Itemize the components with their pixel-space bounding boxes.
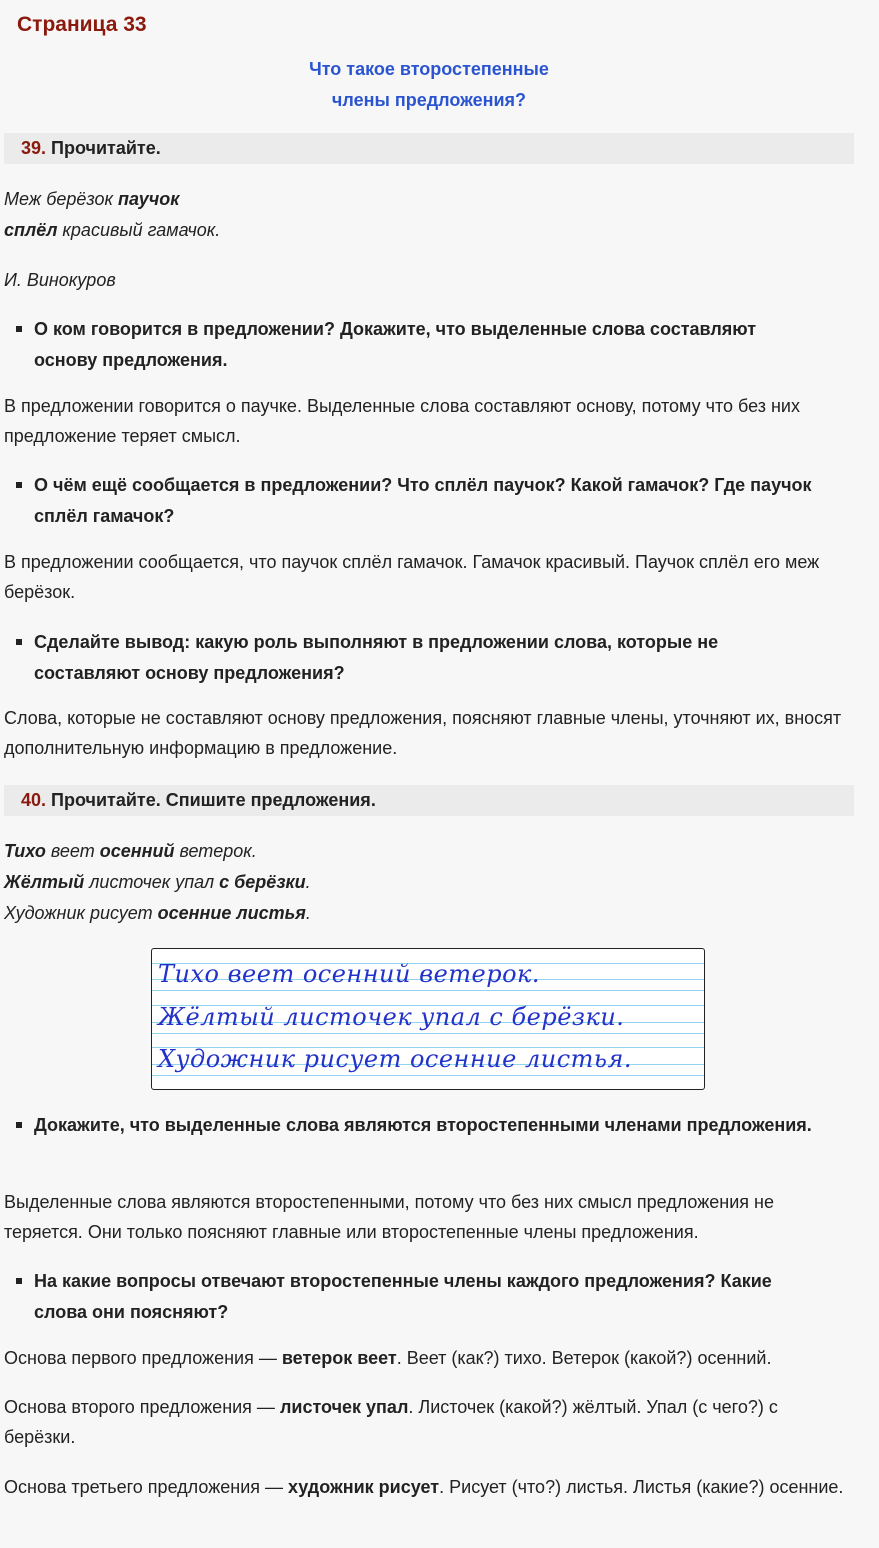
answer-highlight: художник рисует <box>288 1477 440 1497</box>
question-text: Докажите, что выделенные слова являются второстепенными членами предложения. <box>34 1115 812 1135</box>
question <box>34 314 824 376</box>
answer <box>4 1472 854 1502</box>
poem-text: Меж берёзок <box>4 189 119 209</box>
topic-line-1: Что такое второстепенные <box>309 59 549 79</box>
answer <box>4 1343 854 1373</box>
answer-text: . Рисует (что?) листья. Листья (какие?) осенние. <box>439 1477 844 1497</box>
exercise-task: Прочитайте. Спишите предложения. <box>46 790 376 810</box>
bullet-icon <box>16 1278 22 1284</box>
answer-highlight: листочек упал <box>279 1397 409 1417</box>
answer-highlight: ветерок веет <box>281 1348 397 1368</box>
answer-text: Основа третьего предложения — <box>4 1477 288 1497</box>
sentence-text: ветерок. <box>174 841 257 861</box>
sentence-highlight: с берёзки <box>219 872 306 892</box>
poem-highlight: паучок <box>118 189 180 209</box>
sentence-1 <box>4 836 311 867</box>
bullet-icon <box>16 326 22 332</box>
sentence-highlight: Жёлтый <box>4 872 85 892</box>
answer-text: Основа второго предложения — <box>4 1397 280 1417</box>
handwriting-line-1: Тихо веет осенний ветерок. <box>158 960 540 988</box>
sentence-3 <box>4 898 311 929</box>
poem-line-1 <box>4 184 220 215</box>
sentence-highlight: Тихо <box>4 841 46 861</box>
handwriting-line-3: Художник рисует осенние листья. <box>158 1045 632 1073</box>
answer: Выделенные слова являются второстепенными, потому что без них смысл предложения не теряется. Они только поясняют главные или второстепенные члены предложения. <box>4 1192 774 1242</box>
question <box>34 1110 824 1141</box>
answer-text: . Листочек (какой?) жёлтый. Упал (с чего?) с берёзки. <box>4 1397 778 1447</box>
sentences <box>4 836 311 929</box>
topic-line-2: члены предложения? <box>331 90 527 110</box>
sentence-text: . <box>305 903 311 923</box>
handwriting-line-2: Жёлтый листочек упал с берёзки. <box>158 1003 625 1031</box>
sentence-highlight: осенний <box>99 841 175 861</box>
question-text: О ком говорится в предложении? Докажите, что выделенные слова составляют основу предложения. <box>34 319 757 370</box>
poem-author: И. Винокуров <box>4 270 116 290</box>
answer: В предложении сообщается, что паучок сплёл гамачок. Гамачок красивый. Паучок сплёл его меж берёзок. <box>4 552 820 602</box>
exercise-number: 40. <box>21 790 47 810</box>
question-text: На какие вопросы отвечают второстепенные члены каждого предложения? Какие слова они поясняют? <box>34 1271 772 1322</box>
answer-text: . Веет (как?) тихо. Ветерок (какой?) осенний. <box>396 1348 772 1368</box>
exercise-40-header <box>4 785 854 816</box>
poem-line-2 <box>4 215 220 246</box>
exercise-task: Прочитайте. <box>46 138 161 158</box>
sentence-text: веет <box>45 841 100 861</box>
answer: Слова, которые не составляют основу предложения, поясняют главные члены, уточняют их, вносят дополнительную информацию в предложение. <box>4 708 842 758</box>
question <box>34 627 824 689</box>
question-text: Сделайте вывод: какую роль выполняют в предложении слова, которые не составляют основу предложения? <box>34 632 719 683</box>
answer-text: Основа первого предложения — <box>4 1348 282 1368</box>
ruled-line <box>152 990 704 991</box>
page-title: Страница 33 <box>17 13 147 36</box>
handwriting-image <box>151 948 705 1090</box>
bullet-icon <box>16 482 22 488</box>
sentence-2 <box>4 867 311 898</box>
question-text: О чём ещё сообщается в предложении? Что сплёл паучок? Какой гамачок? Где паучок сплёл гамачок? <box>34 475 812 526</box>
bullet-icon <box>16 1122 22 1128</box>
sentence-text: . <box>305 872 311 892</box>
ruled-line <box>152 1033 704 1034</box>
exercise-number: 39. <box>21 138 47 158</box>
sentence-text: листочек упал <box>84 872 220 892</box>
topic-heading <box>0 54 858 116</box>
poem-text: красивый гамачок. <box>57 220 221 240</box>
answer: В предложении говорится о паучке. Выделенные слова составляют основу, потому что без них предложение теряет смысл. <box>4 396 800 446</box>
sentence-highlight: осенние листья <box>157 903 306 923</box>
question <box>34 470 824 532</box>
question <box>34 1266 824 1328</box>
poem <box>4 184 220 246</box>
poem-highlight: сплёл <box>4 220 58 240</box>
ruled-line <box>152 1075 704 1076</box>
answer <box>4 1392 854 1452</box>
bullet-icon <box>16 639 22 645</box>
sentence-text: Художник рисует <box>4 903 158 923</box>
exercise-39-header <box>4 133 854 164</box>
